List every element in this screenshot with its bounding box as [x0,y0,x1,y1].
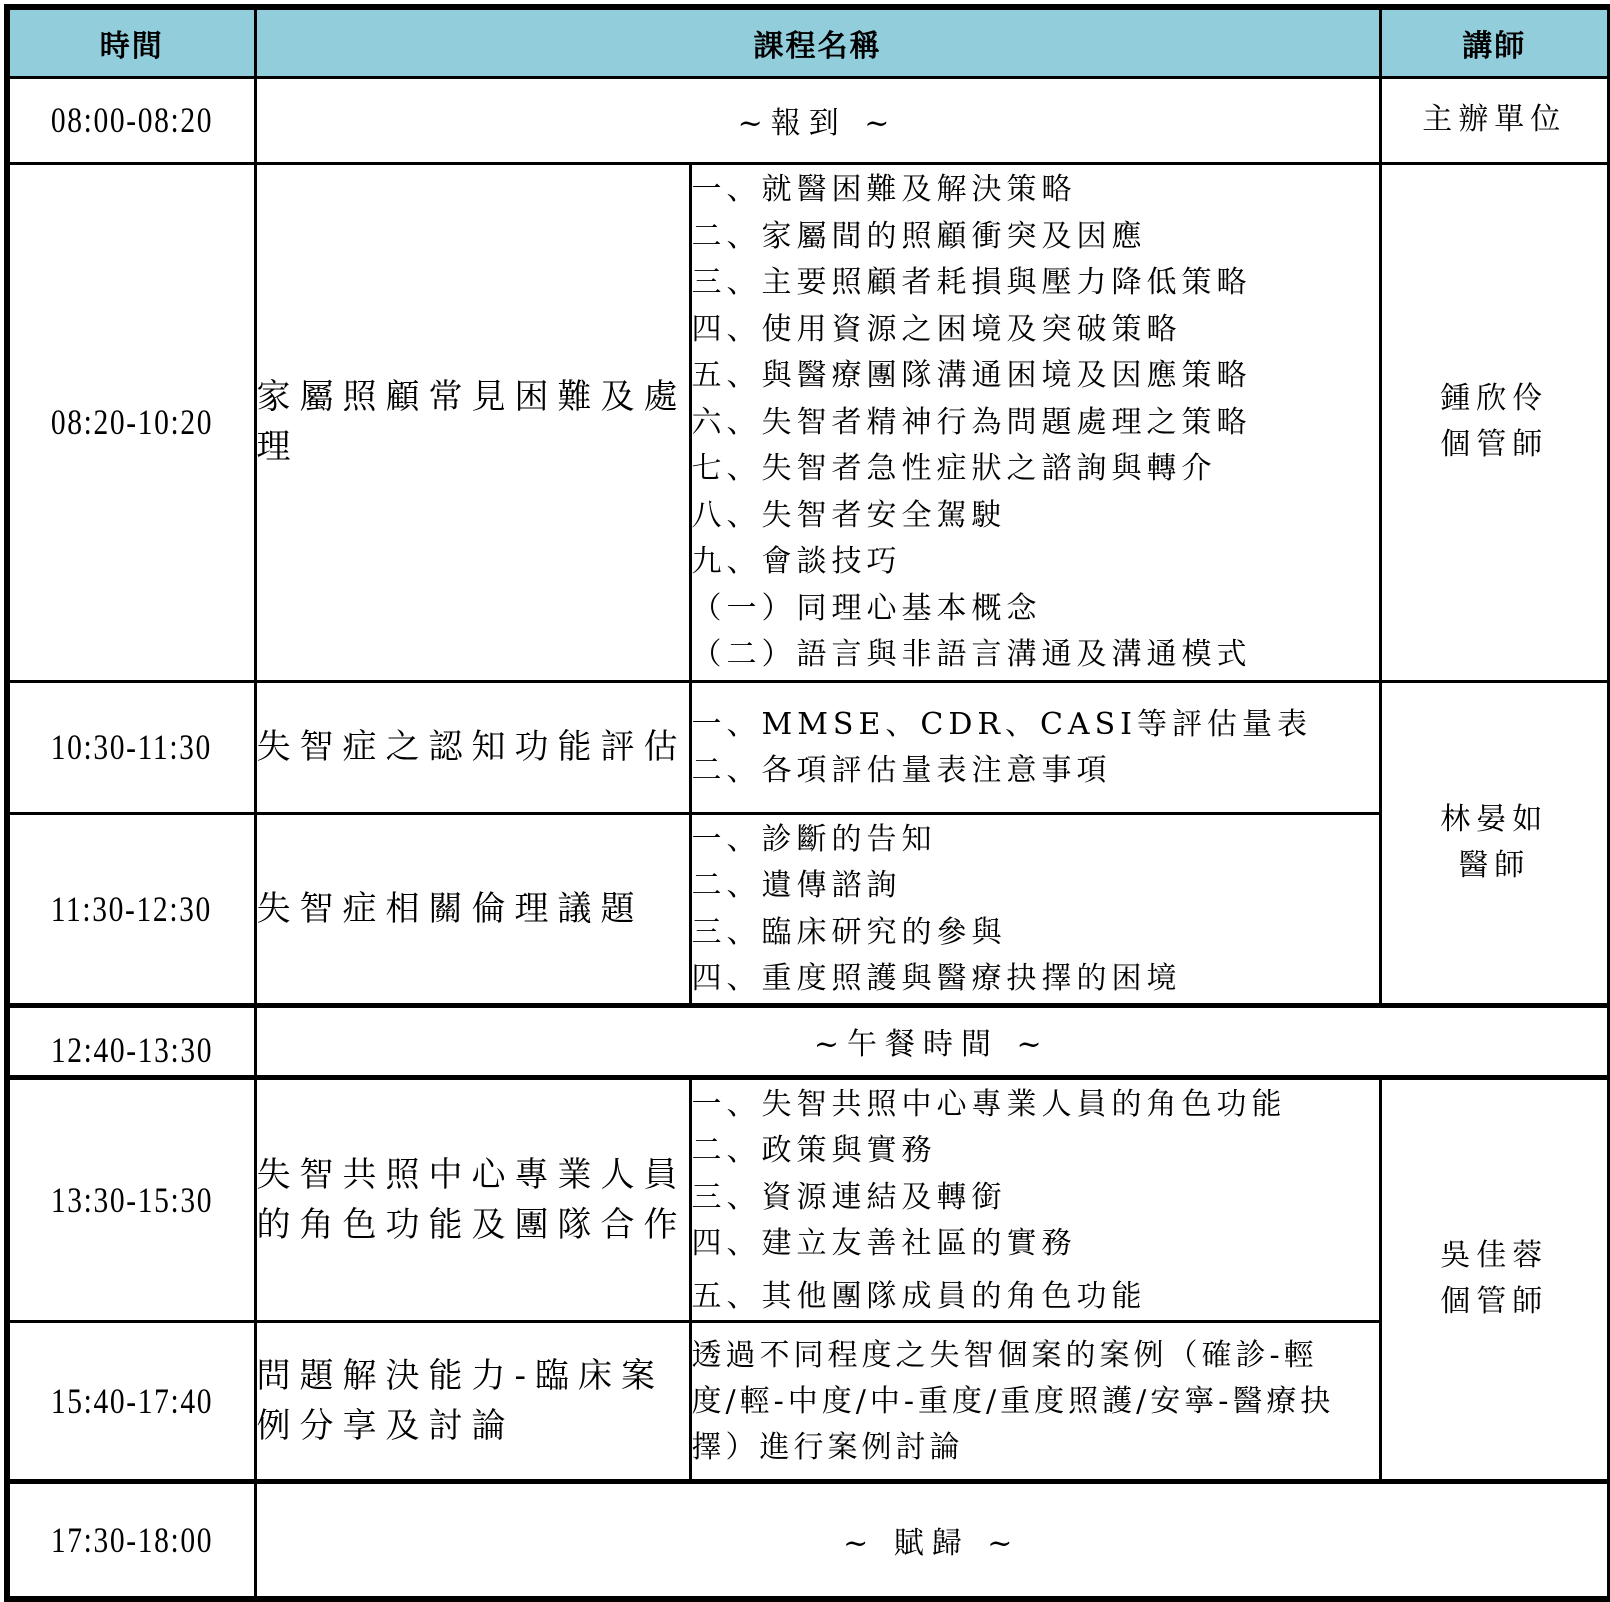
content-item: 八、失智者安全駕駛 [691,497,1007,533]
lunch-cell: ~午餐時間 ~ [255,1005,1610,1077]
course-title: 失智症相關倫理議題 [255,813,690,1005]
header-course-name: 課程名稱 [255,7,1380,77]
content-item: 二、各項評估量表注意事項 [691,753,1112,788]
time-cell [7,77,255,163]
content-item: 一、MMSE、CDR、CASI等評估量表 [691,706,1313,742]
content-item: （二）語言與非語言溝通及溝通模式 [691,637,1252,673]
time-text: 11:30-12:30 [51,888,213,929]
time-cell [7,1482,255,1599]
course-content [690,681,1380,813]
time-text: 13:30-15:30 [50,1179,213,1220]
course-content [690,813,1380,1005]
course-title: 失智共照中心專業人員的角色功能及團隊合作 [255,1077,690,1322]
lecturer-title: 醫師 [1458,847,1531,883]
time-text: 12:40-13:30 [50,1029,213,1070]
content-item: （一）同理心基本概念 [691,590,1042,626]
lecturer-name: 鍾欣伶 [1440,381,1549,416]
time-text: 15:40-17:40 [50,1381,213,1421]
header-row [7,7,1610,77]
course-title: 失智症之認知功能評估 [255,681,690,813]
table-row [7,1005,1610,1077]
course-schedule-table [4,4,1610,1602]
content-item: 九、會談技巧 [691,544,902,580]
course-content [690,1322,1380,1482]
lecturer-cell [1380,163,1610,681]
content-item: 六、失智者精神行為問題處理之策略 [691,404,1252,440]
content-item: 一、就醫困難及解決策略 [691,172,1077,208]
table-row [7,1322,1610,1482]
time-cell [7,1077,255,1322]
lecturer-name: 吳佳蓉 [1440,1238,1549,1274]
table-row [7,813,1610,1005]
time-cell [7,813,255,1005]
time-text: 08:20-10:20 [50,402,213,442]
content-item: 三、主要照顧者耗損與壓力降低策略 [691,265,1252,301]
lecturer-cell [1380,1077,1610,1482]
table-row [7,163,1610,681]
registration-cell: ~報到 ~ [255,77,1380,163]
lecturer-name: 林晏如 [1440,801,1549,837]
lecturer-cell: 主辦單位 [1380,77,1610,163]
time-cell [7,1005,255,1077]
header-time: 時間 [7,7,255,77]
course-content [690,163,1380,681]
time-text: 17:30-18:00 [50,1519,213,1560]
header-lecturer: 講師 [1380,7,1610,77]
time-cell [7,1322,255,1482]
course-title: 家屬照顧常見困難及處理 [255,163,690,681]
content-paragraph: 透過不同程度之失智個案的案例（確診-輕度/輕-中度/中-重度/重度照護/安寧-醫療抉擇）進行案例討論 [691,1338,1335,1465]
time-text: 10:30-11:30 [51,727,213,767]
content-item: 一、診斷的告知 [691,821,937,857]
time-cell [7,681,255,813]
content-item: 二、家屬間的照顧衝突及因應 [691,218,1147,254]
content-item: 二、政策與實務 [691,1133,937,1168]
content-item: 四、建立友善社區的實務 [691,1226,1077,1261]
content-item: 一、失智共照中心專業人員的角色功能 [691,1086,1287,1122]
table-row [7,77,1610,163]
dismissal-cell: ~ 賦歸 ~ [255,1482,1610,1599]
course-title: 問題解決能力-臨床案例分享及討論 [255,1322,690,1482]
content-item: 三、臨床研究的參與 [691,914,1007,950]
table-row [7,1077,1610,1322]
course-content [690,1077,1380,1322]
time-cell [7,163,255,681]
time-text: 08:00-08:20 [50,100,213,140]
table-row [7,681,1610,813]
table-row [7,1482,1610,1599]
content-item: 四、使用資源之困境及突破策略 [691,311,1182,347]
content-item: 五、其他團隊成員的角色功能 [691,1278,1147,1314]
content-item: 二、遺傳諮詢 [691,868,902,903]
content-item: 四、重度照護與醫療抉擇的困境 [691,961,1182,996]
content-item: 五、與醫療團隊溝通困境及因應策略 [691,358,1252,394]
content-item: 七、失智者急性症狀之諮詢與轉介 [691,451,1217,487]
lecturer-title: 個管師 [1440,427,1549,462]
lecturer-title: 個管師 [1440,1284,1549,1320]
lecturer-cell [1380,681,1610,1005]
content-item: 三、資源連結及轉銜 [691,1179,1007,1215]
